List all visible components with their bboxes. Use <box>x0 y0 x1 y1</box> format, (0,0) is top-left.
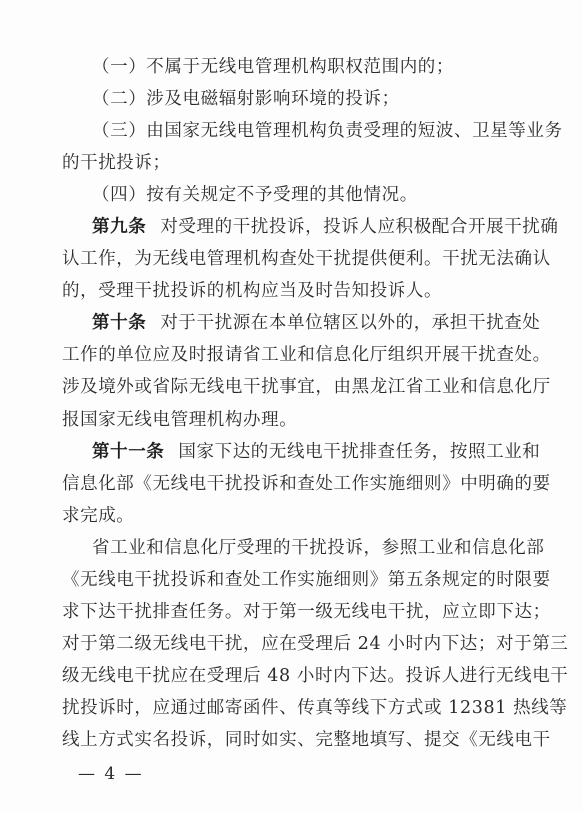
text-line <box>62 409 297 431</box>
line-text: 对于干扰源在本单位辖区以外的，承担干扰查处 <box>160 313 541 333</box>
text-line <box>62 505 134 527</box>
line-text: 报国家无线电管理机构办理。 <box>62 410 298 430</box>
text-line <box>62 633 568 655</box>
article-line <box>92 312 540 334</box>
line-text: 求下达干扰排查任务。对于第一级无线电干扰，应立即下达； <box>62 602 551 622</box>
text-line <box>92 56 454 78</box>
line-text: （一）不属于无线电管理机构职权范围内的； <box>92 57 454 77</box>
text-line <box>62 601 551 623</box>
text-line <box>62 248 551 270</box>
line-text: 的干扰投诉； <box>62 153 171 173</box>
line-text: 求完成。 <box>62 506 135 526</box>
text-line <box>62 665 568 687</box>
line-text: 涉及境外或省际无线电干扰事宜，由黑龙江省工业和信息化厅 <box>62 377 551 397</box>
line-text: 工作的单位应及时报请省工业和信息化厅组织开展干扰查处。 <box>62 345 551 365</box>
line-text: 的，受理干扰投诉的机构应当及时告知投诉人。 <box>62 281 443 301</box>
line-text: 扰投诉时，应通过邮寄函件、传真等线下方式或 12381 热线等 <box>62 698 568 718</box>
text-line <box>92 88 400 110</box>
text-line <box>92 537 545 559</box>
article-line <box>92 441 540 463</box>
article-heading: 第十一条 <box>92 442 165 462</box>
text-line <box>62 344 551 366</box>
text-line <box>62 729 551 751</box>
line-text: 对受理的干扰投诉，投诉人应积极配合开展干扰确 <box>160 217 559 237</box>
article-line <box>92 216 559 238</box>
line-text: 级无线电干扰应在受理后 48 小时内下达。投诉人进行无线电干 <box>62 666 569 686</box>
line-text: 认工作，为无线电管理机构查处干扰提供便利。干扰无法确认 <box>62 249 551 269</box>
line-text: 对于第二级无线电干扰，应在受理后 24 小时内下达；对于第三 <box>62 634 569 654</box>
line-text: （二）涉及电磁辐射影响环境的投诉； <box>92 89 400 109</box>
line-text: 线上方式实名投诉，同时如实、完整地填写、提交《无线电干 <box>62 730 551 750</box>
article-heading: 第十条 <box>92 313 147 333</box>
text-line <box>62 473 551 495</box>
text-line <box>62 152 171 174</box>
text-line <box>92 184 418 206</box>
line-text: （四）按有关规定不予受理的其他情况。 <box>92 185 418 205</box>
text-line <box>62 280 442 302</box>
line-text: 国家下达的无线电干扰排查任务，按照工业和 <box>178 442 541 462</box>
line-text: 省工业和信息化厅受理的干扰投诉，参照工业和信息化部 <box>92 538 545 558</box>
line-text: 信息化部《无线电干扰投诉和查处工作实施细则》中明确的要 <box>62 474 551 494</box>
line-text: 《无线电干扰投诉和查处工作实施细则》第五条规定的时限要 <box>62 570 551 590</box>
text-line <box>62 697 567 719</box>
text-line <box>62 569 551 591</box>
text-line <box>62 376 551 398</box>
line-text: （三）由国家无线电管理机构负责受理的短波、卫星等业务 <box>92 121 563 141</box>
page-number: — 4 — <box>78 764 144 784</box>
text-line <box>92 120 563 142</box>
article-heading: 第九条 <box>92 217 147 237</box>
